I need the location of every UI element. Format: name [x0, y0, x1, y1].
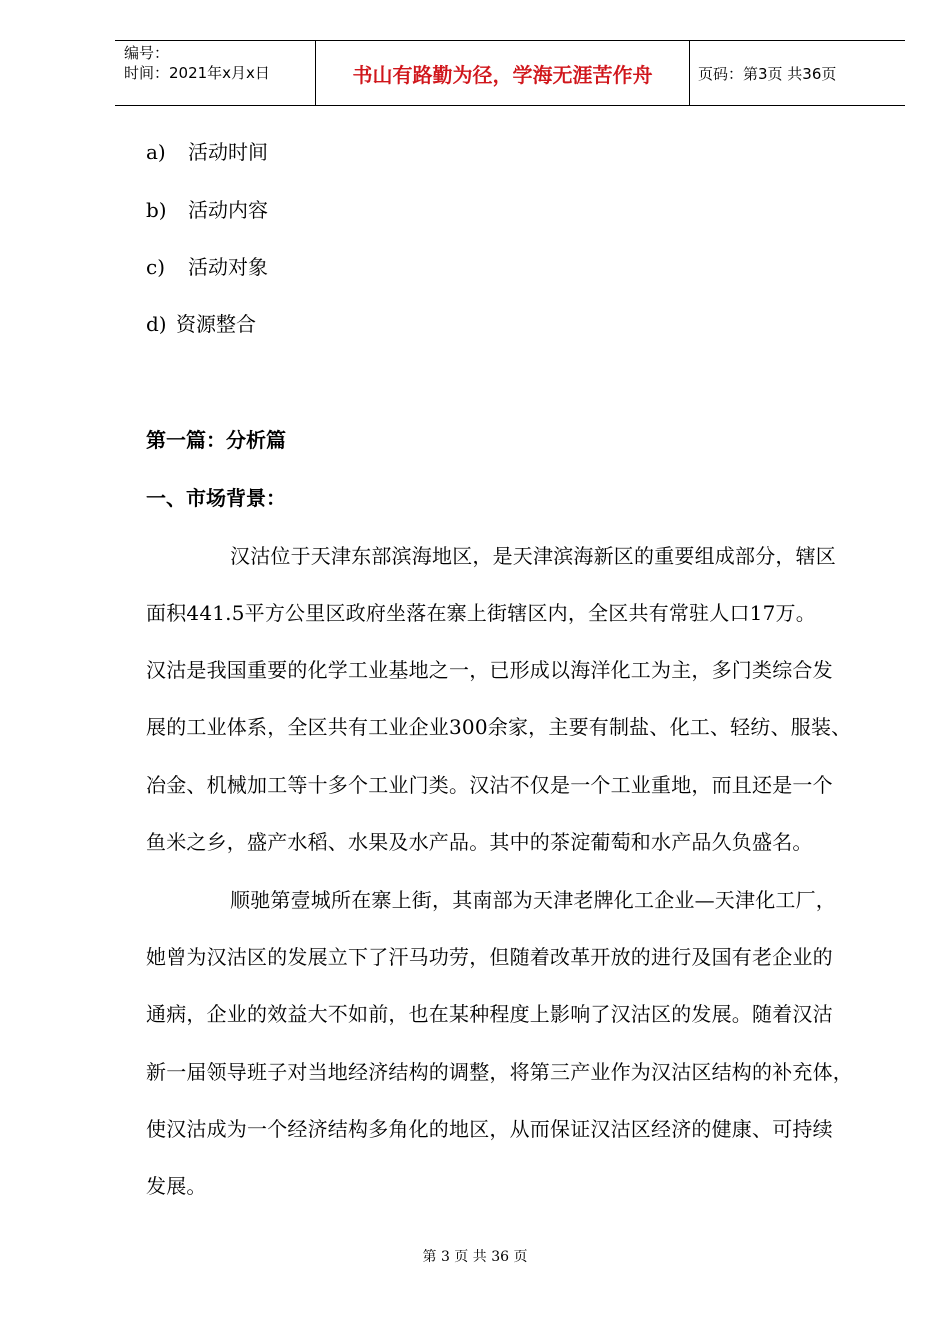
paragraph-line: 汉沽位于天津东部滨海地区，是天津滨海新区的重要组成部分，辖区	[230, 544, 836, 568]
paragraph-line: 发展。	[146, 1174, 207, 1198]
paragraph-line: 冶金、机械加工等十多个工业门类。汉沽不仅是一个工业重地，而且还是一个	[146, 773, 833, 797]
list-text: 活动对象	[188, 255, 268, 279]
section-title: 第一篇：分析篇	[146, 428, 286, 452]
header-page-info: 页码：第3页 共36页	[698, 64, 837, 83]
number-label: 编号：	[124, 44, 170, 62]
list-marker: a)	[146, 140, 166, 164]
header-meta	[115, 41, 316, 105]
paragraph-line: 面积441.5平方公里区政府坐落在寨上街辖区内，全区共有常驻人口17万。	[146, 601, 816, 625]
paragraph-line: 她曾为汉沽区的发展立下了汗马功劳，但随着改革开放的进行及国有老企业的	[146, 945, 833, 969]
page-header	[115, 40, 905, 106]
paragraph-line: 顺驰第壹城所在寨上街，其南部为天津老牌化工企业—天津化工厂，	[230, 888, 836, 912]
list-text: 活动时间	[188, 140, 268, 164]
paragraph-line: 汉沽是我国重要的化学工业基地之一，已形成以海洋化工为主，多门类综合发	[146, 658, 833, 682]
paragraph-line: 使汉沽成为一个经济结构多角化的地区，从而保证汉沽区经济的健康、可持续	[146, 1117, 833, 1141]
list-marker: b)	[146, 198, 167, 222]
list-item	[146, 194, 268, 223]
header-motto: 书山有路勤为径，学海无涯苦作舟	[316, 41, 690, 105]
list-marker: c)	[146, 255, 166, 279]
list-item	[146, 136, 268, 165]
list-text: 资源整合	[176, 312, 256, 336]
list-marker: d)	[146, 312, 167, 336]
paragraph-line: 新一届领导班子对当地经济结构的调整，将第三产业作为汉沽区结构的补充体，	[146, 1060, 853, 1084]
paragraph-line: 展的工业体系，全区共有工业企业300余家，主要有制盐、化工、轻纺、服装、	[146, 715, 852, 739]
subsection-title: 一、市场背景：	[146, 486, 286, 510]
time-label: 时间：2021年x月x日	[124, 64, 270, 82]
page-footer: 第 3 页 共 36 页	[422, 1249, 528, 1265]
list-item	[146, 251, 268, 280]
paragraph-line: 通病，企业的效益大不如前，也在某种程度上影响了汉沽区的发展。随着汉沽	[146, 1002, 833, 1026]
paragraph-line: 鱼米之乡，盛产水稻、水果及水产品。其中的茶淀葡萄和水产品久负盛名。	[146, 830, 813, 854]
list-item	[146, 308, 256, 337]
list-text: 活动内容	[188, 198, 268, 222]
